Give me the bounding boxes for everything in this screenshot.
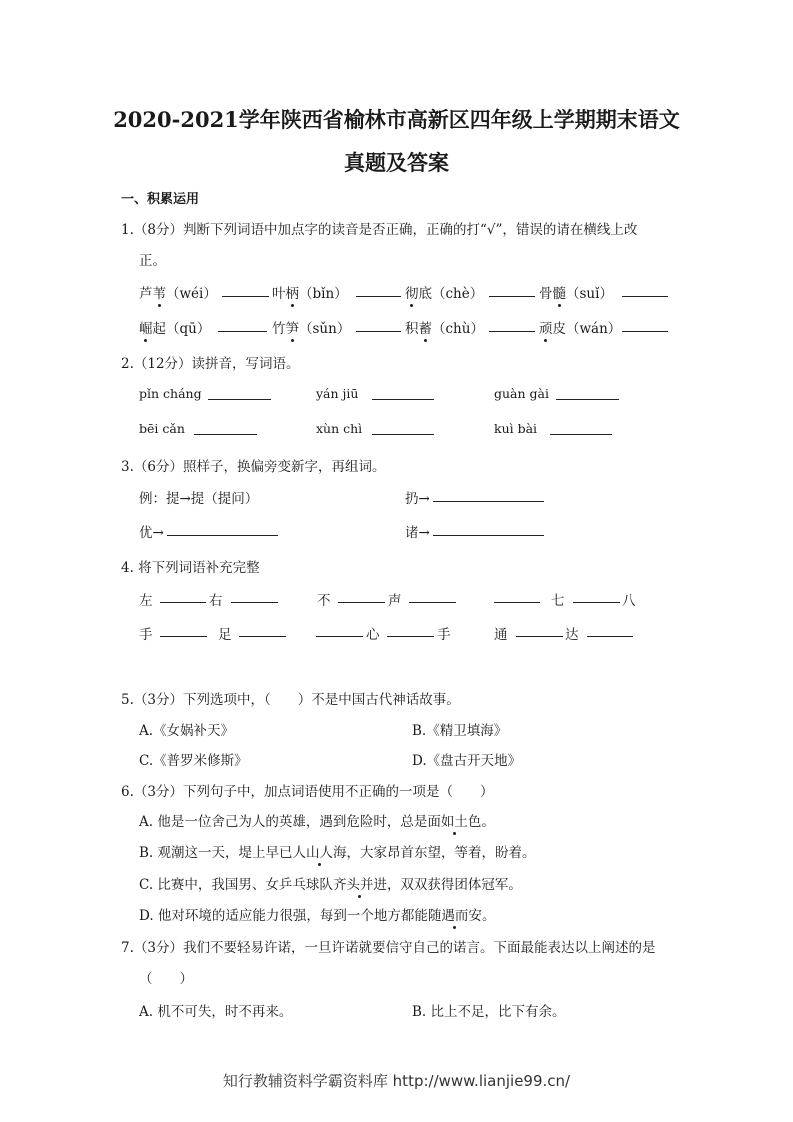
answer-blank[interactable] (556, 386, 619, 400)
answer-blank[interactable] (494, 589, 540, 603)
answer-blank[interactable] (489, 318, 535, 332)
word-item: 顽皮（wán） (539, 321, 622, 337)
answer-blank[interactable] (356, 283, 401, 297)
answer-blank[interactable] (167, 522, 278, 536)
dotted-phrase: 随遇而安 (427, 908, 482, 924)
pinyin-item: pǐn cháng (139, 386, 202, 401)
pinyin-item: yán jiū (316, 386, 359, 401)
answer-blank[interactable] (433, 488, 544, 502)
answer-blank[interactable] (338, 589, 385, 603)
answer-blank[interactable] (222, 283, 269, 297)
dotted-phrase: 齐头并进 (332, 877, 387, 893)
idiom-char: 心 (366, 627, 380, 643)
option-c[interactable]: C.《普罗米修斯》 (139, 753, 248, 769)
option-c[interactable]: C. 比赛中，我国男、女乒乓球队齐头并进，双双获得团体冠军。 (139, 877, 522, 893)
question-4-text: 4. 将下列词语补充完整 (121, 560, 260, 576)
option-a[interactable]: A.《女娲补天》 (139, 723, 235, 739)
option-d[interactable]: D.《盘古开天地》 (412, 753, 522, 769)
idiom-char: 不 (317, 593, 331, 609)
question-7-paren: （ ） (139, 971, 193, 987)
idiom-char: 八 (622, 593, 636, 609)
idiom-char: 左 (139, 593, 153, 609)
word-item: 竹笋（sǔn） (272, 321, 351, 337)
option-b[interactable]: B. 比上不足，比下有余。 (412, 1004, 566, 1020)
answer-blank[interactable] (622, 283, 668, 297)
pinyin-item: bēi cǎn (139, 421, 185, 436)
footer-watermark: 知行教辅资料学霸资料库 http://www.lianjie99.cn/ (222, 1072, 571, 1090)
answer-blank[interactable] (356, 318, 401, 332)
answer-blank[interactable] (316, 623, 363, 637)
dotted-phrase: 面如土色 (427, 814, 482, 830)
answer-blank[interactable] (160, 623, 207, 637)
answer-blank[interactable] (218, 318, 267, 332)
page-title-line1: 2020-2021学年陕西省榆林市高新区四年级上学期期末语文 (113, 107, 680, 132)
answer-blank[interactable] (587, 623, 633, 637)
question-1-text-cont: 正。 (139, 253, 166, 269)
radical-item: 优→ (139, 525, 164, 541)
idiom-char: 足 (218, 627, 232, 643)
option-b[interactable]: B. 观潮这一天，堤上早已人山人海，大家昂首东望，等着，盼着。 (139, 845, 536, 861)
word-item: 芦苇（wéi） (139, 286, 217, 302)
idiom-char: 手 (139, 627, 153, 643)
question-1-text: 1.（8分）判断下列词语中加点字的读音是否正确，正确的打“√”，错误的请在横线上改 (121, 222, 638, 238)
answer-blank[interactable] (573, 589, 620, 603)
pinyin-item: guàn gài (494, 386, 549, 401)
idiom-char: 七 (551, 593, 565, 609)
pinyin-item: xùn chì (316, 421, 363, 436)
option-b[interactable]: B.《精卫填海》 (412, 723, 508, 739)
answer-blank[interactable] (550, 421, 612, 435)
option-d[interactable]: D. 他对环境的适应能力很强，每到一个地方都能随遇而安。 (139, 908, 496, 924)
question-5-text: 5.（3分）下列选项中，（ ）不是中国古代神话故事。 (121, 692, 460, 708)
question-6-text: 6.（3分）下列句子中，加点词语使用不正确的一项是（ ） (121, 784, 494, 800)
dotted-phrase: 人山人海 (292, 845, 347, 861)
pinyin-item: kuì bài (494, 421, 538, 436)
radical-item: 扔→ (405, 491, 430, 507)
answer-blank[interactable] (433, 522, 544, 536)
option-a[interactable]: A. 机不可失，时不再来。 (139, 1004, 293, 1020)
idiom-char: 手 (437, 627, 451, 643)
question-2-text: 2.（12分）读拼音，写词语。 (121, 356, 300, 372)
answer-blank[interactable] (208, 386, 271, 400)
answer-blank[interactable] (160, 589, 206, 603)
answer-blank[interactable] (372, 386, 434, 400)
idiom-char: 声 (388, 593, 402, 609)
example-line: 例：提→提（提问） (139, 491, 259, 507)
word-item: 积蓄（chù） (405, 321, 484, 337)
word-item: 彻底（chè） (405, 286, 484, 302)
word-item: 叶柄（bǐn） (272, 286, 348, 302)
answer-blank[interactable] (387, 623, 434, 637)
answer-blank[interactable] (372, 421, 434, 435)
word-item: 骨髓（suǐ） (539, 286, 613, 302)
question-3-text: 3.（6分）照样子，换偏旁变新字，再组词。 (121, 459, 386, 475)
answer-blank[interactable] (231, 589, 278, 603)
answer-blank[interactable] (516, 623, 563, 637)
question-7-text: 7.（3分）我们不要轻易许诺，一旦许诺就要信守自己的诺言。下面最能表达以上阐述的是 (121, 940, 656, 956)
idiom-char: 达 (565, 627, 579, 643)
radical-item: 诸→ (405, 525, 430, 541)
word-item: 崛起（qū） (139, 321, 211, 337)
option-a[interactable]: A. 他是一位舍己为人的英雄，遇到危险时，总是面如土色。 (139, 814, 495, 830)
answer-blank[interactable] (194, 421, 257, 435)
idiom-char: 通 (494, 627, 508, 643)
answer-blank[interactable] (239, 623, 286, 637)
section-heading: 一、积累运用 (121, 192, 200, 207)
idiom-char: 右 (209, 593, 223, 609)
answer-blank[interactable] (489, 283, 535, 297)
answer-blank[interactable] (409, 589, 456, 603)
answer-blank[interactable] (622, 318, 668, 332)
page-title-line2: 真题及答案 (344, 150, 449, 175)
